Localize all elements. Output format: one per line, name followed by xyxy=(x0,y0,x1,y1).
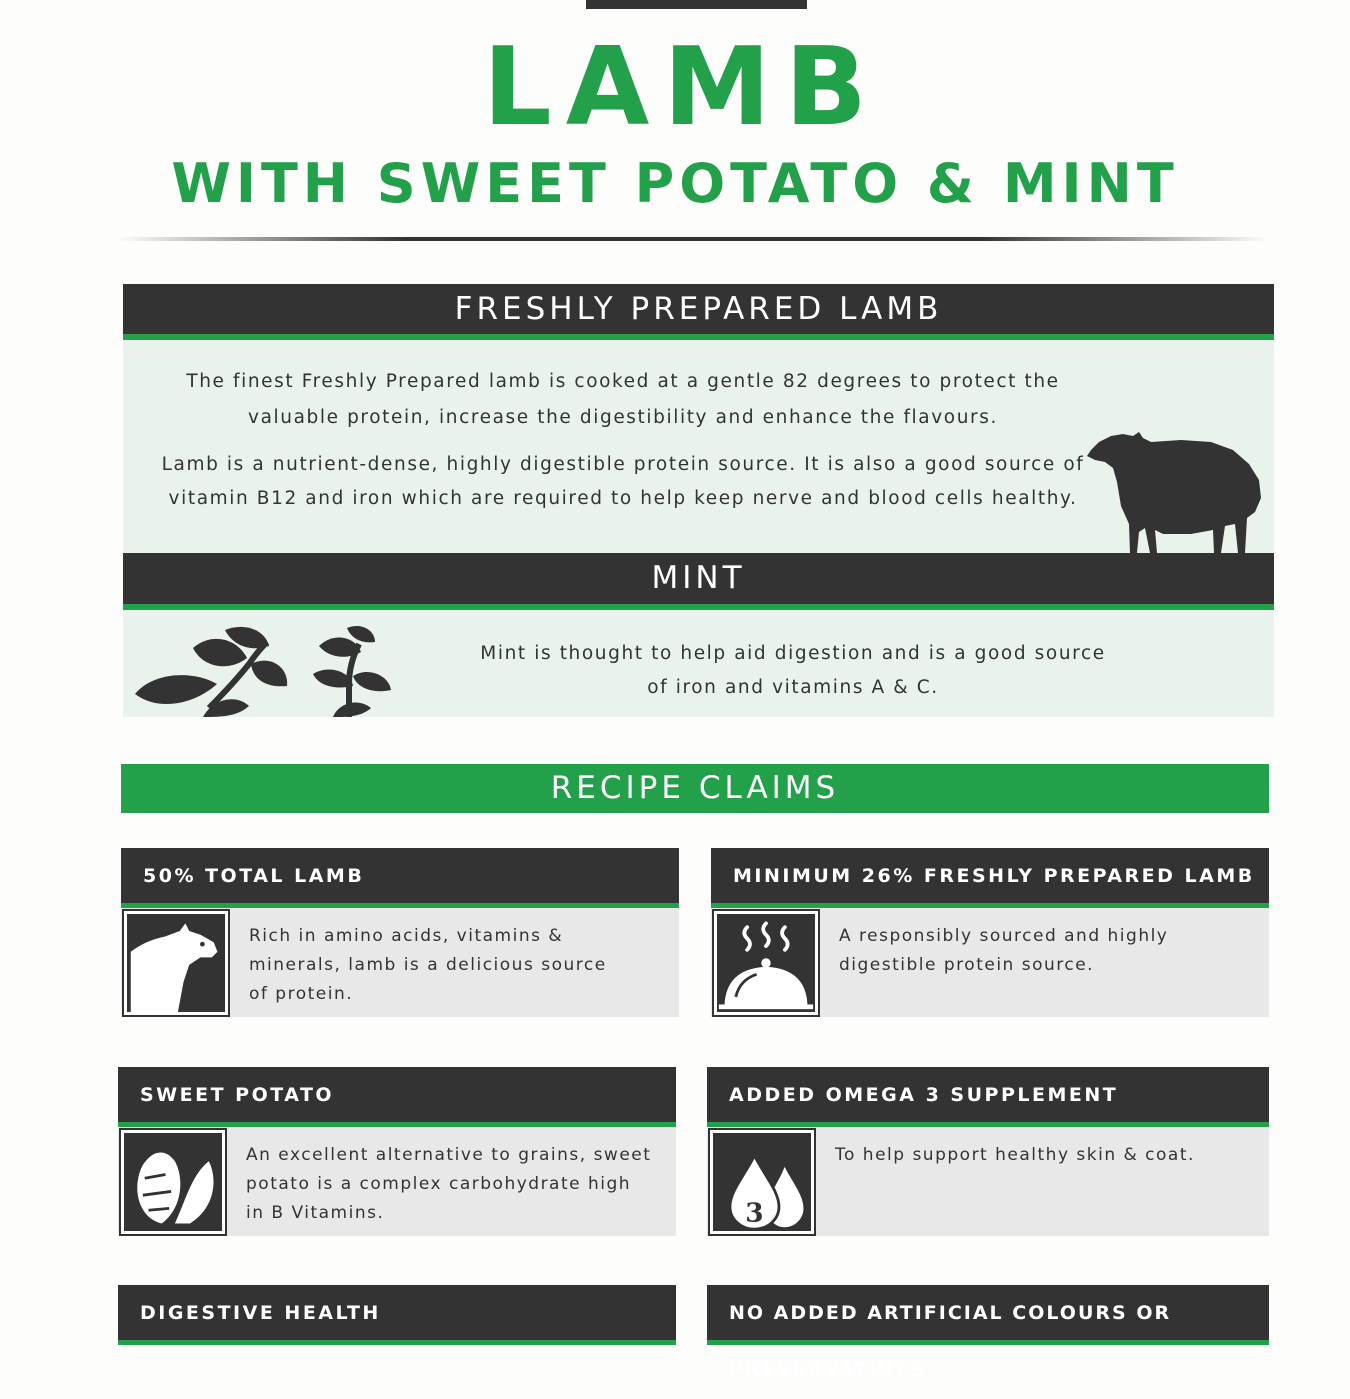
claim-text-line: A responsibly sourced and highly xyxy=(839,926,1169,946)
cloche-steam-icon xyxy=(714,911,818,1015)
mint-section-heading-text: MINT xyxy=(651,560,746,596)
claim-title: 50% TOTAL LAMB xyxy=(143,865,365,887)
lamb-section-panel xyxy=(123,340,1274,553)
top-accent-bar xyxy=(586,0,807,9)
mint-line-2: of iron and vitamins A & C. xyxy=(647,677,939,698)
title-divider xyxy=(118,237,1268,241)
claim-body xyxy=(121,908,679,1017)
claim-card xyxy=(707,1067,1269,1236)
claim-text-line: Rich in amino acids, vitamins & xyxy=(249,926,564,946)
recipe-claims-heading xyxy=(121,764,1269,813)
claim-header xyxy=(711,848,1269,908)
recipe-claims-heading-text: RECIPE CLAIMS xyxy=(550,770,840,806)
lamb-para-2-line-1: Lamb is a nutrient-dense, highly digestible protein source. It is also a good source of xyxy=(161,454,1085,475)
sweet-potato-icon xyxy=(121,1130,225,1234)
sheep-icon xyxy=(1081,428,1266,553)
sheep-head-icon xyxy=(124,911,228,1015)
claim-text-line: of protein. xyxy=(249,984,354,1004)
claim-text xyxy=(249,922,659,1009)
claim-text-line: in B Vitamins. xyxy=(246,1203,385,1223)
omega-drops-icon xyxy=(710,1130,814,1234)
claim-text xyxy=(835,1141,1249,1170)
claim-header xyxy=(121,848,679,908)
claim-title: NO ADDED ARTIFICIAL COLOURS OR PRESERVATIVES xyxy=(729,1302,1172,1381)
claim-text-line: digestible protein source. xyxy=(839,955,1095,975)
claim-header xyxy=(707,1285,1269,1381)
lamb-section-heading-text: FRESHLY PREPARED LAMB xyxy=(454,291,943,327)
claim-title: ADDED OMEGA 3 SUPPLEMENT xyxy=(729,1084,1119,1106)
mint-leaves-icon xyxy=(133,624,403,717)
lamb-para-2-line-2: vitamin B12 and iron which are required to help keep nerve and blood cells healthy. xyxy=(168,488,1078,509)
lamb-para-1-line-1: The finest Freshly Prepared lamb is cooked at a gentle 82 degrees to protect the xyxy=(186,371,1060,392)
mint-section-heading xyxy=(123,553,1274,610)
page-subtitle: WITH SWEET POTATO & MINT xyxy=(171,152,1179,215)
claim-text-line: To help support healthy skin & coat. xyxy=(835,1145,1195,1165)
claim-body xyxy=(707,1127,1269,1236)
claim-body xyxy=(118,1127,676,1236)
claim-header xyxy=(118,1067,676,1127)
claim-card xyxy=(711,848,1269,1017)
claim-card xyxy=(118,1067,676,1236)
lamb-para-1-line-2: valuable protein, increase the digestibility and enhance the flavours. xyxy=(248,407,998,428)
claim-text-line: An excellent alternative to grains, sweet xyxy=(246,1145,652,1165)
claim-title: DIGESTIVE HEALTH xyxy=(140,1302,381,1324)
mint-section-panel xyxy=(123,610,1274,717)
claim-text-line: minerals, lamb is a delicious source xyxy=(249,955,607,975)
claim-text xyxy=(246,1141,656,1228)
claim-header xyxy=(118,1285,676,1345)
claim-text-line: potato is a complex carbohydrate high xyxy=(246,1174,632,1194)
claim-title: SWEET POTATO xyxy=(140,1084,335,1106)
mint-line-1: Mint is thought to help aid digestion and is a good source xyxy=(480,643,1106,664)
claim-card xyxy=(121,848,679,1017)
omega-number: 3 xyxy=(745,1197,764,1229)
page-title: LAMB xyxy=(482,25,882,150)
claim-body xyxy=(711,908,1269,1017)
claim-card xyxy=(707,1285,1269,1381)
lamb-section-heading xyxy=(123,284,1274,340)
claim-text xyxy=(839,922,1249,980)
claim-title: MINIMUM 26% FRESHLY PREPARED LAMB xyxy=(733,865,1255,887)
claim-card xyxy=(118,1285,676,1345)
claim-header xyxy=(707,1067,1269,1127)
